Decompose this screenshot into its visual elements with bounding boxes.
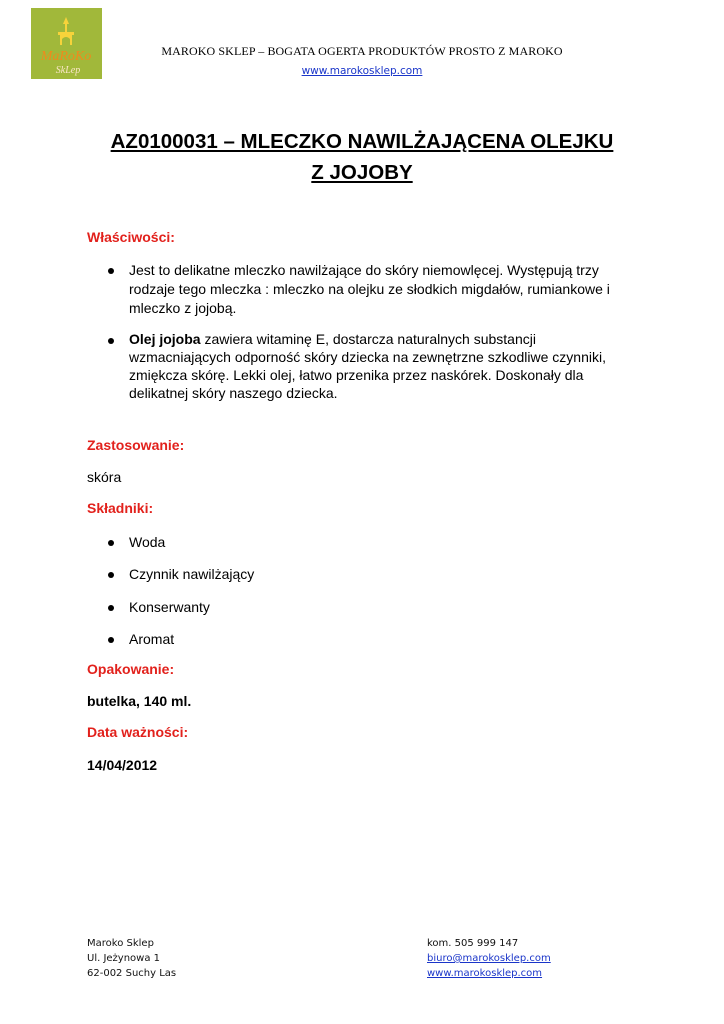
product-title-line1: AZ0100031 – MLECZKO NAWILŻAJĄCENA OLEJKU [110, 130, 614, 153]
bullet-icon [108, 637, 114, 643]
bullet-icon [108, 268, 114, 274]
footer-city: 62-002 Suchy Las [87, 968, 177, 979]
ingredient-item: Konserwanty [129, 599, 210, 615]
usage-heading: Zastosowanie: [87, 437, 185, 453]
logo-text-main: MaRoKo [40, 49, 92, 64]
logo-text-sub: SkLep [55, 65, 81, 76]
packaging-heading: Opakowanie: [87, 661, 175, 677]
bullet2-line2: wzmacniających odporność skóry dziecka na zewnętrzne szkodliwe czynniki, [129, 349, 606, 365]
bullet1-line2: rodzaje tego mleczka : mleczko na olejku ze słodkich migdałów, rumiankowe i [129, 281, 610, 297]
footer-phone: kom. 505 999 147 [427, 938, 519, 949]
bullet2-bold: Olej jojoba [129, 331, 201, 347]
bullet2-line1: zawiera witaminę E, dostarcza naturalnych substancji [200, 331, 536, 347]
footer-street: Ul. Jeżynowa 1 [87, 953, 161, 964]
bullet2-line4: delikatnej skóry naszego dziecka. [129, 385, 338, 401]
header-url-link[interactable]: www.marokosklep.com [301, 65, 423, 77]
ingredients-heading: Składniki: [87, 500, 154, 516]
footer-website-link[interactable]: www.marokosklep.com [427, 968, 543, 979]
bullet1-line3: mleczko z jojobą. [129, 300, 237, 316]
header-title: MAROKO SKLEP – BOGATA OGERTA PRODUKTÓW PROSTO Z MAROKO [161, 44, 563, 58]
ingredient-item: Aromat [129, 631, 175, 647]
expiry-value: 14/04/2012 [87, 757, 158, 773]
ingredient-item: Czynnik nawilżający [129, 566, 255, 582]
expiry-heading: Data ważności: [87, 724, 189, 740]
packaging-value: butelka, 140 ml. [87, 693, 192, 709]
ingredient-item: Woda [129, 534, 166, 550]
bullet2-line3: zmiękcza skórę. Lekki olej, łatwo przenika przez naskórek. Doskonały dla [129, 367, 584, 383]
bullet1-line1: Jest to delikatne mleczko nawilżające do skóry niemowlęcej. Występują trzy [129, 262, 599, 278]
bullet-icon [108, 540, 114, 546]
usage-value: skóra [87, 469, 122, 485]
footer-contact [427, 936, 551, 981]
product-title [70, 126, 654, 188]
footer-company-name: Maroko Sklep [87, 938, 154, 949]
property-bullet-2 [129, 330, 649, 402]
footer-email-link[interactable]: biuro@marokosklep.com [427, 953, 551, 964]
property-bullet-1 [129, 261, 649, 318]
bullet-icon [108, 572, 114, 578]
footer-address [87, 936, 176, 981]
bullet-icon [108, 605, 114, 611]
bullet-icon [108, 338, 114, 344]
product-title-line2: Z JOJOBY [311, 161, 413, 184]
properties-heading: Właściwości: [87, 229, 175, 245]
